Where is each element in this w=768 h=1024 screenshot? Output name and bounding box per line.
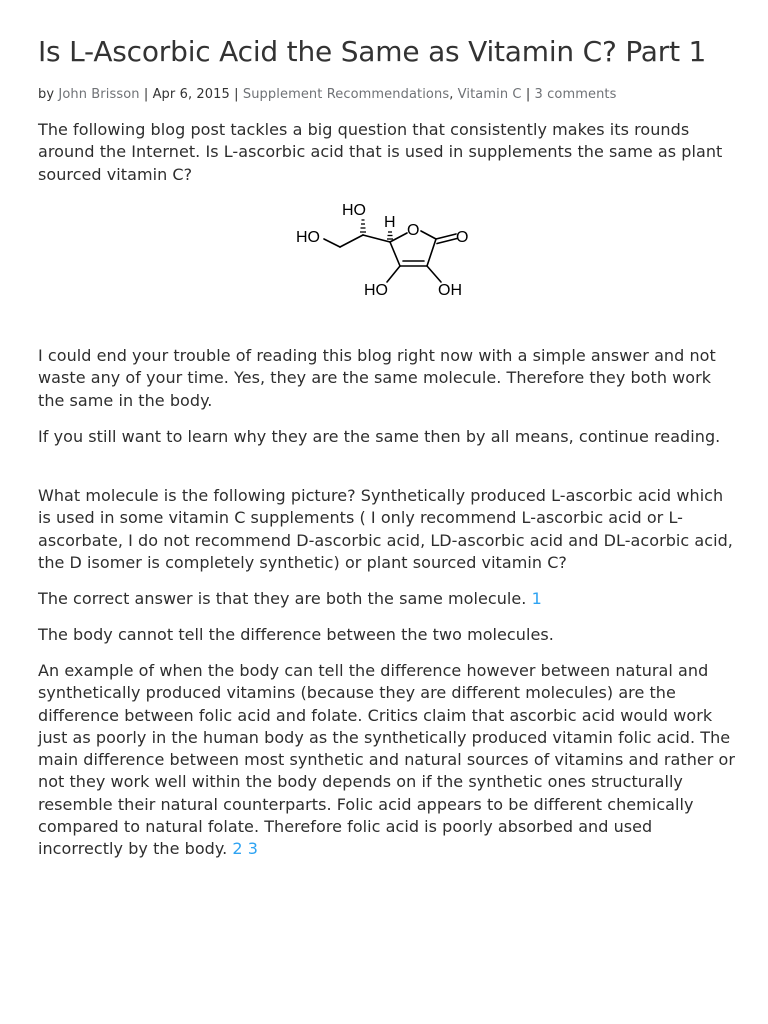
mol-label-ho-top: HO	[342, 202, 366, 219]
mol-label-oh-bottom: OH	[438, 282, 462, 299]
paragraph-4: What molecule is the following picture? Synthetically produced L-ascorbic acid which is used in some vitamin C supplements ( I only recommend L-ascorbic acid or L-ascorbate, I do not recommend D-ascorbic acid, LD-ascorbic acid and DL-acorbic acid, the D isomer is completely synthetic) or plant sourced vitamin C?	[38, 486, 733, 572]
paragraph-2: I could end your trouble of reading this blog right now with a simple answer and not waste any of your time. Yes, they are the same molecule. Therefore they both work the same in the body.	[38, 346, 716, 410]
paragraph-3: If you still want to learn why they are the same then by all means, continue reading.	[38, 427, 721, 446]
ascorbic-acid-structure-image	[290, 196, 480, 304]
footnote-link-2[interactable]: 2	[232, 839, 243, 859]
meta-separator: |	[234, 87, 239, 102]
mol-label-ho-bottom: HO	[364, 282, 388, 299]
post-date: Apr 6, 2015	[152, 87, 230, 102]
category-link-supplement-recommendations[interactable]: Supplement Recommendations	[242, 87, 450, 102]
paragraph-6: The body cannot tell the difference between the two molecules.	[38, 625, 554, 644]
paragraph-7-text: An example of when the body can tell the difference however between natural and synthetically produced vitamins (because they are different molecules) are the difference between folic acid and folate. Critics claim that ascorbic acid would work just as poorly in the human body as the synthetically produced vitamin folic acid. The main difference between most synthetic and natural sources of vitamins and rather or not they work well within the body depends on if the synthetic ones structurally resemble their natural counterparts. Folic acid appears to be different chemically compared to natural folate. Therefore folic acid is poorly absorbed and used incorrectly by the body.	[38, 661, 736, 859]
comments-link[interactable]: 3 comments	[534, 87, 617, 102]
post-title: Is L-Ascorbic Acid the Same as Vitamin C? Part 1	[38, 35, 707, 68]
mol-label-ring-o: O	[407, 222, 420, 239]
paragraph-7	[38, 660, 738, 861]
footnote-link-1[interactable]: 1	[531, 589, 542, 608]
mol-label-carbonyl-o: O	[456, 229, 469, 246]
meta-separator: |	[143, 87, 149, 102]
intro-paragraph: The following blog post tackles a big question that consistently makes its rounds around the Internet. Is L-ascorbic acid that is used in supplements the same as plant sourced vitamin C?	[38, 120, 723, 184]
meta-by: by	[38, 87, 55, 102]
mol-label-h: H	[384, 214, 396, 231]
paragraph-5-text: The correct answer is that they are both the same molecule.	[38, 589, 527, 608]
author-link[interactable]: John Brisson	[58, 87, 140, 102]
paragraph-5	[38, 588, 738, 610]
category-link-vitamin-c[interactable]: Vitamin C	[457, 87, 522, 102]
footnote-link-3[interactable]: 3	[247, 839, 258, 859]
mol-label-ho-left: HO	[296, 229, 320, 246]
category-comma: ,	[449, 87, 454, 102]
meta-separator: |	[525, 87, 531, 102]
post-meta	[38, 86, 617, 104]
